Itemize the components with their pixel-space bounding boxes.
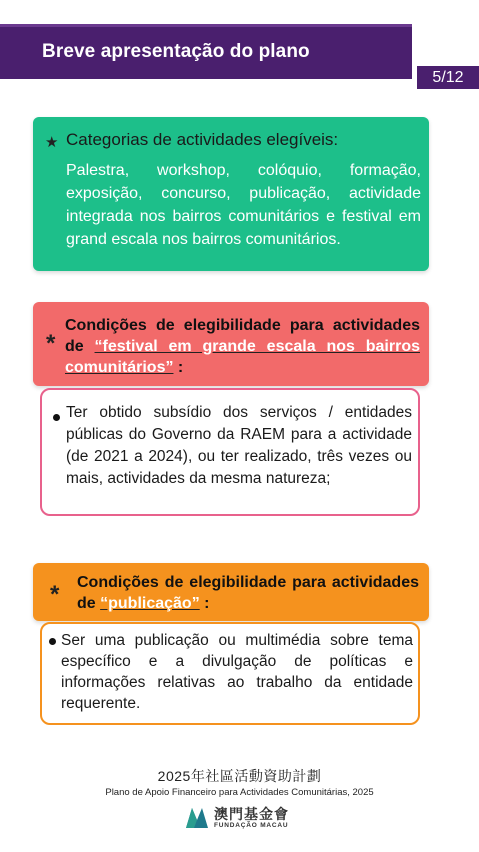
fundacao-macau-logo (184, 802, 294, 832)
logo-mark-icon (184, 804, 210, 830)
publication-conditions-heading (77, 572, 419, 614)
categories-heading: Categorias de actividades elegíveis: (66, 130, 339, 149)
header-bar (0, 24, 412, 79)
festival-heading-prefix: Condições de elegibilidade para actividades de (65, 317, 420, 355)
festival-conditions-header (33, 302, 429, 386)
publication-conditions-header (33, 563, 429, 621)
festival-conditions-heading (65, 315, 420, 378)
page-title: Breve apresentação do plano (42, 41, 310, 62)
festival-conditions-body (40, 388, 420, 516)
asterisk-icon: * (50, 581, 60, 608)
asterisk-icon: * (46, 330, 56, 357)
bullet-icon (49, 638, 56, 645)
star-icon: ★ (45, 134, 59, 151)
festival-heading-suffix: : (173, 359, 184, 376)
publication-heading-suffix: : (199, 595, 210, 612)
publication-condition-item: Ser uma publicação ou multimédia sobre tema específico e a divulgação de políticas e informações relativas ao trabalho da entidade requerente. (61, 632, 413, 712)
bullet-icon (53, 414, 60, 421)
footer-plan-title-pt: Plano de Apoio Financeiro para Actividades Comunitárias, 2025 (105, 787, 374, 798)
categories-card (33, 117, 429, 271)
logo-text-en: FUNDAÇÃO MACAU (214, 822, 289, 829)
publication-conditions-body (40, 622, 420, 725)
publication-heading-quote: “publicação” (100, 595, 200, 612)
categories-body: Palestra, workshop, colóquio, formação, exposição, concurso, publicação, actividade integrada nos bairros comunitários e festival em grand escala nos bairros comunitários. (66, 162, 421, 248)
page-indicator: 5/12 (417, 66, 479, 89)
footer-plan-title-zh: 2025年社區活動資助計劃 (157, 768, 322, 784)
logo-text-zh: 澳門基金會 (214, 806, 289, 822)
festival-condition-item: Ter obtido subsídio dos serviços / entidades públicas do Governo da RAEM para a actividade (de 2021 a 2024), ou ter realizado, três vezes ou mais, actividades da mesma natureza; (66, 404, 412, 487)
festival-heading-quote: “festival em grande escala nos bairros comunitários” (65, 338, 420, 376)
publication-heading-prefix: Condições de elegibilidade para actividades de (77, 574, 419, 612)
